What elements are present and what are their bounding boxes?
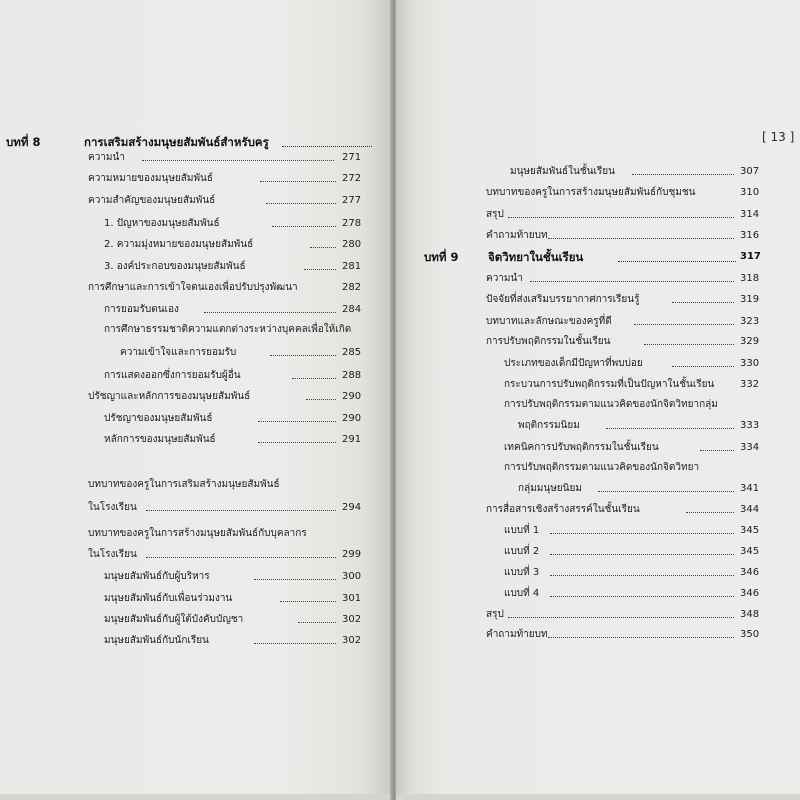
toc-entry-page: 323 xyxy=(740,316,760,327)
toc-entry-label: การปรับพฤติกรรมตามแนวคิดของนักจิตวิทยา xyxy=(504,462,700,473)
toc-entry-label: บทบาทของครูในการสร้างมนุษยสัมพันธ์กับบุคลากร xyxy=(88,528,307,539)
toc-entry-page: 333 xyxy=(740,420,760,431)
toc-entry-page: 345 xyxy=(740,525,760,536)
toc-entry-label: ปรัชญาของมนุษยสัมพันธ์ xyxy=(104,413,213,424)
leader-dots xyxy=(258,421,336,422)
toc-entry-page: 300 xyxy=(342,571,362,582)
toc-entry-label: ความหมายของมนุษยสัมพันธ์ xyxy=(88,173,213,184)
leader-dots xyxy=(272,226,336,227)
leader-dots xyxy=(672,366,734,367)
toc-entry-label: กระบวนการปรับพฤติกรรมที่เป็นปัญหาในชั้นเรียน xyxy=(504,379,715,390)
toc-entry-label: 1. ปัญหาของมนุษยสัมพันธ์ xyxy=(104,218,220,229)
leader-dots xyxy=(548,238,734,239)
toc-entry-label: แบบที่ 2 xyxy=(504,546,540,557)
toc-entry-page: 302 xyxy=(342,635,362,646)
toc-entry-page: 278 xyxy=(342,218,362,229)
toc-entry-page: 346 xyxy=(740,588,760,599)
toc-entry-label: บทบาทของครูในการสร้างมนุษยสัมพันธ์กับชุมชน xyxy=(486,187,696,198)
leader-dots xyxy=(618,261,736,262)
toc-entry-label: คำถามท้ายบท xyxy=(486,230,548,241)
leader-dots xyxy=(550,533,734,534)
toc-entry-label: การปรับพฤติกรรมในชั้นเรียน xyxy=(486,336,611,347)
leader-dots xyxy=(310,247,336,248)
toc-entry-page: 318 xyxy=(740,273,760,284)
toc-entry-label: มนุษยสัมพันธ์กับนักเรียน xyxy=(104,635,209,646)
toc-entry-label: คำถามท้ายบท xyxy=(486,629,548,640)
toc-entry-page: 299 xyxy=(342,549,362,560)
toc-entry-label: ความเข้าใจและการยอมรับ xyxy=(120,347,237,358)
toc-entry-label: ความสำคัญของมนุษยสัมพันธ์ xyxy=(88,195,216,206)
toc-entry-label: 2. ความมุ่งหมายของมนุษยสัมพันธ์ xyxy=(104,239,254,250)
toc-entry-label: พฤติกรรมนิยม xyxy=(518,420,580,431)
toc-entry-label: ความนำ xyxy=(486,273,523,284)
leader-dots xyxy=(548,637,734,638)
toc-entry-label: บทบาทของครูในการเสริมสร้างมนุษยสัมพันธ์ xyxy=(88,479,280,490)
toc-entry-label: แบบที่ 4 xyxy=(504,588,540,599)
toc-entry-page: 334 xyxy=(740,442,760,453)
toc-entry-page: 288 xyxy=(342,370,362,381)
leader-dots xyxy=(254,579,336,580)
toc-entry-page: 291 xyxy=(342,434,362,445)
left-page xyxy=(0,0,392,800)
leader-dots xyxy=(550,554,734,555)
chapter-number: บทที่ 9 xyxy=(424,250,459,264)
leader-dots xyxy=(298,622,336,623)
toc-entry-label: การปรับพฤติกรรมตามแนวคิดของนักจิตวิทยากลุ่ม xyxy=(504,399,718,410)
toc-entry-label: หลักการของมนุษยสัมพันธ์ xyxy=(104,434,216,445)
toc-entry-label: การสื่อสารเชิงสร้างสรรค์ในชั้นเรียน xyxy=(486,504,640,515)
leader-dots xyxy=(686,512,734,513)
leader-dots xyxy=(644,344,734,345)
toc-entry-page: 332 xyxy=(740,379,760,390)
toc-entry-page: 314 xyxy=(740,209,760,220)
toc-entry-label: ในโรงเรียน xyxy=(88,549,137,560)
leader-dots xyxy=(508,217,734,218)
chapter-title: จิตวิทยาในชั้นเรียน xyxy=(488,250,584,264)
toc-entry-label: การยอมรับตนเอง xyxy=(104,304,179,315)
toc-entry-page: 282 xyxy=(342,282,362,293)
toc-entry-page: 281 xyxy=(342,261,362,272)
page-edge xyxy=(0,794,392,800)
toc-entry-page: 316 xyxy=(740,230,760,241)
leader-dots xyxy=(270,355,336,356)
toc-entry-page: 345 xyxy=(740,546,760,557)
leader-dots xyxy=(306,399,336,400)
toc-entry-page: 277 xyxy=(342,195,362,206)
toc-entry-label: สรุป xyxy=(486,609,504,620)
toc-entry-page: 346 xyxy=(740,567,760,578)
toc-entry-label: กลุ่มมนุษยนิยม xyxy=(518,483,582,494)
leader-dots xyxy=(598,491,734,492)
page-number: [ 13 ] xyxy=(762,130,795,144)
leader-dots xyxy=(258,442,336,443)
leader-dots xyxy=(292,378,336,379)
leader-dots xyxy=(204,312,336,313)
leader-dots xyxy=(700,450,734,451)
toc-entry-label: แบบที่ 3 xyxy=(504,567,540,578)
toc-entry-page: 307 xyxy=(740,166,760,177)
toc-entry-page: 330 xyxy=(740,358,760,369)
leader-dots xyxy=(672,302,734,303)
leader-dots xyxy=(508,617,734,618)
toc-entry-label: ปรัชญาและหลักการของมนุษยสัมพันธ์ xyxy=(88,391,251,402)
leader-dots xyxy=(530,281,734,282)
toc-entry-label: มนุษยสัมพันธ์ในชั้นเรียน xyxy=(510,166,615,177)
leader-dots xyxy=(634,324,734,325)
toc-entry-page: 290 xyxy=(342,391,362,402)
toc-entry-page: 280 xyxy=(342,239,362,250)
toc-entry-label: การศึกษาและการเข้าใจตนเองเพื่อปรับปรุงพัฒนา xyxy=(88,282,298,293)
toc-entry-label: การศึกษาธรรมชาติความแตกต่างระหว่างบุคคลเพื่อให้เกิด xyxy=(104,324,352,335)
toc-entry-page: 344 xyxy=(740,504,760,515)
toc-entry-page: 271 xyxy=(342,152,362,163)
toc-entry-page: 302 xyxy=(342,614,362,625)
leader-dots xyxy=(146,510,336,511)
leader-dots xyxy=(632,174,734,175)
leader-dots xyxy=(254,643,336,644)
leader-dots xyxy=(146,557,336,558)
toc-entry-label: 3. องค์ประกอบของมนุษยสัมพันธ์ xyxy=(104,261,246,272)
toc-entry-page: 272 xyxy=(342,173,362,184)
toc-entry-page: 319 xyxy=(740,294,760,305)
toc-entry-label: มนุษยสัมพันธ์กับเพื่อนร่วมงาน xyxy=(104,593,233,604)
page-edge xyxy=(396,794,800,800)
chapter-title: การเสริมสร้างมนุษยสัมพันธ์สำหรับครู xyxy=(84,135,269,149)
leader-dots xyxy=(282,146,372,147)
leader-dots xyxy=(280,601,336,602)
toc-entry-page: 341 xyxy=(740,483,760,494)
toc-entry-page: 348 xyxy=(740,609,760,620)
toc-entry-label: บทบาทและลักษณะของครูที่ดี xyxy=(486,316,612,327)
toc-entry-page: 290 xyxy=(342,413,362,424)
toc-entry-label: สรุป xyxy=(486,209,504,220)
chapter-number: บทที่ 8 xyxy=(6,135,41,149)
toc-entry-page: 294 xyxy=(342,502,362,513)
toc-entry-label: ปัจจัยที่ส่งเสริมบรรยากาศการเรียนรู้ xyxy=(486,294,640,305)
toc-entry-label: ความนำ xyxy=(88,152,125,163)
leader-dots xyxy=(550,596,734,597)
leader-dots xyxy=(260,181,336,182)
toc-entry-page: 329 xyxy=(740,336,760,347)
chapter-page: 317 xyxy=(740,251,761,262)
leader-dots xyxy=(142,160,334,161)
leader-dots xyxy=(304,269,336,270)
toc-entry-page: 301 xyxy=(342,593,362,604)
toc-entry-label: ในโรงเรียน xyxy=(88,502,137,513)
leader-dots xyxy=(550,575,734,576)
toc-entry-page: 310 xyxy=(740,187,760,198)
toc-entry-label: มนุษยสัมพันธ์กับผู้ใต้บังคับบัญชา xyxy=(104,614,244,625)
toc-entry-label: แบบที่ 1 xyxy=(504,525,540,536)
leader-dots xyxy=(266,203,336,204)
toc-entry-label: ประเภทของเด็กมีปัญหาที่พบบ่อย xyxy=(504,358,643,369)
toc-entry-label: มนุษยสัมพันธ์กับผู้บริหาร xyxy=(104,571,210,582)
toc-entry-label: การแสดงออกซึ่งการยอมรับผู้อื่น xyxy=(104,370,241,381)
toc-entry-label: เทคนิคการปรับพฤติกรรมในชั้นเรียน xyxy=(504,442,659,453)
toc-entry-page: 284 xyxy=(342,304,362,315)
toc-entry-page: 350 xyxy=(740,629,760,640)
toc-entry-page: 285 xyxy=(342,347,362,358)
leader-dots xyxy=(606,428,734,429)
